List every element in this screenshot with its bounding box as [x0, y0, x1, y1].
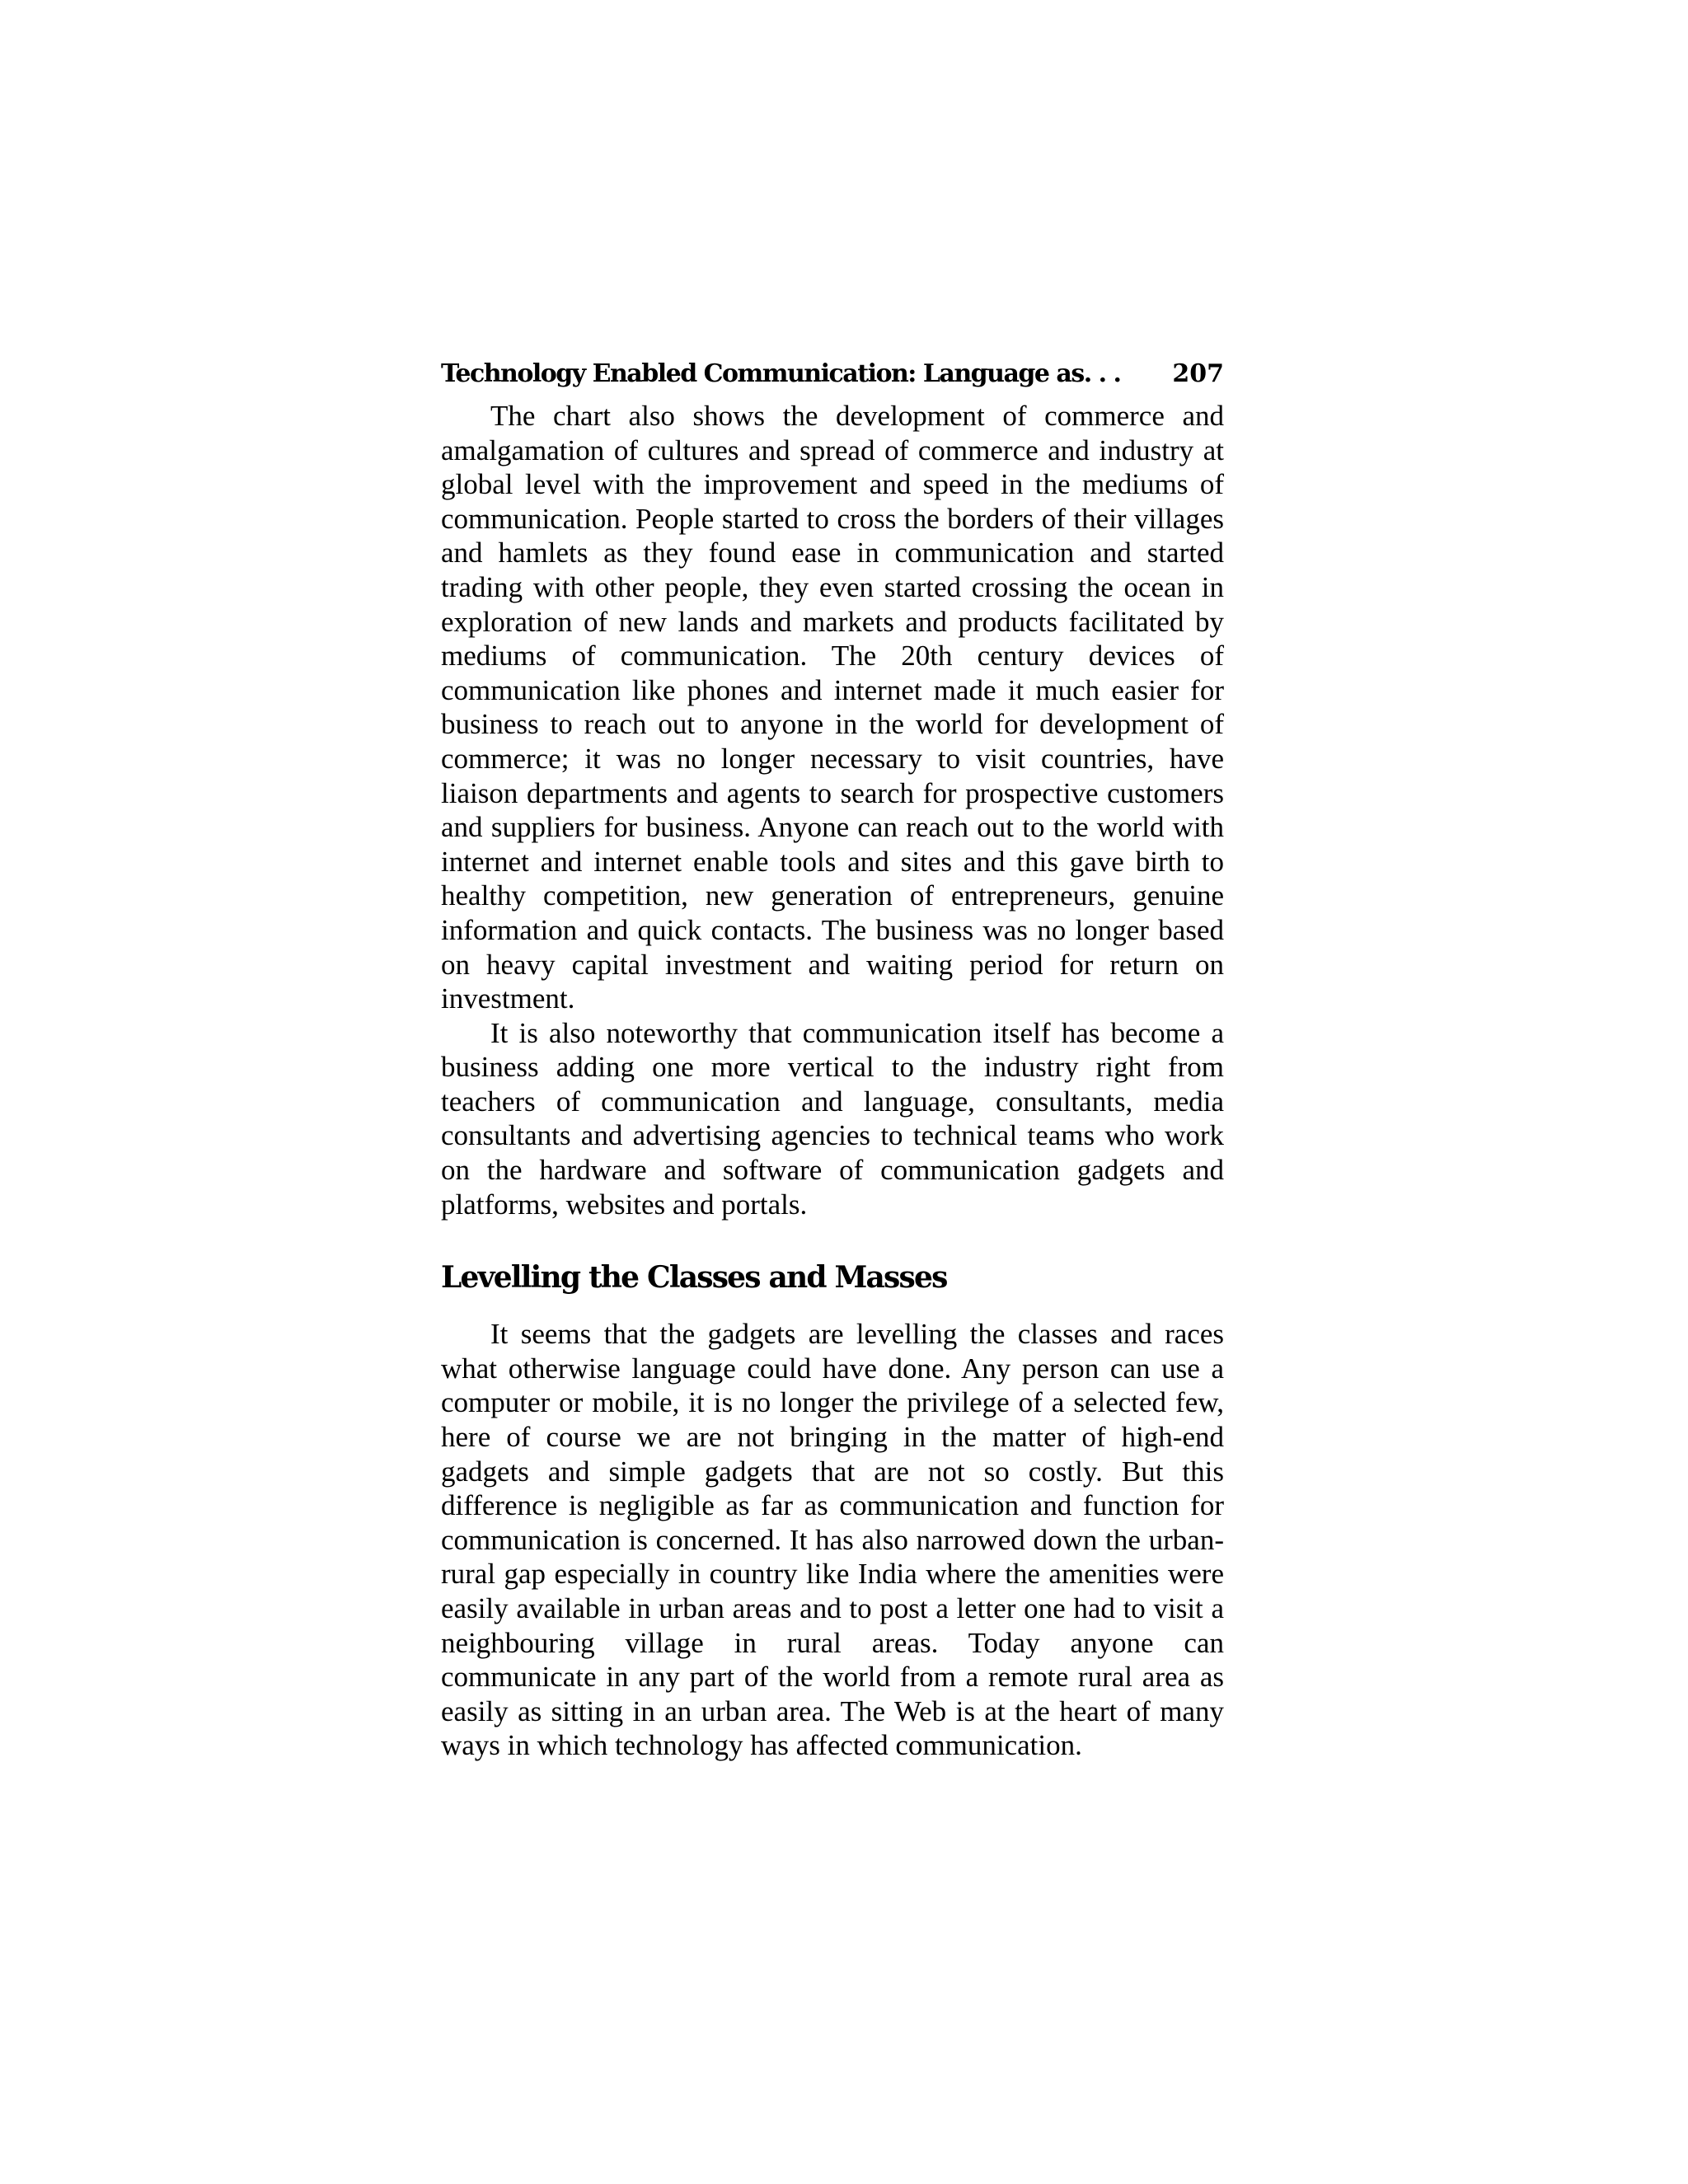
body-paragraph-1: The chart also shows the development of commerce and amalgamation of cultures and spread of commerce and industry at global level with the improvement and speed in the mediums of communication. People started to cross the borders of their villages and hamlets as they found ease in communication and started trading with other people, they even started crossing the ocean in exploration of new lands and markets and products facilitated by mediums of communication. The 20th century devices of communication like phones and internet made it much easier for business to reach out to anyone in the world for development of commerce; it was no longer necessary to visit countries, have liaison departments and agents to search for prospective customers and suppliers for business. Anyone can reach out to the world with internet and internet enable tools and sites and this gave birth to healthy competition, new generation of entrepreneurs, genuine information and quick contacts. The business was no longer based on heavy capital investment and waiting period for return on investment.	[441, 400, 1224, 1015]
body-paragraph-3: It seems that the gadgets are levelling the classes and races what otherwise language could have done. Any person can use a computer or mobile, it is no longer the privilege of a selected few, here of course we are not bringing in the matter of high-end gadgets and simple gadgets that are not so costly. But this difference is negligible as far as communication and function for communication is concerned. It has also narrowed down the urban-rural gap especially in country like India where the amenities were easily available in urban areas and to post a letter one had to visit a neighbouring village in rural areas. Today anyone can communicate in any part of the world from a remote rural area as easily as sitting in an urban area. The Web is at the heart of many ways in which technology has affected communication.	[441, 1318, 1224, 1762]
running-title: Technology Enabled Communication: Language as. . .	[441, 359, 1121, 388]
running-header	[441, 354, 1224, 396]
body-paragraph-2: It is also noteworthy that communication itself has become a business adding one more vertical to the industry right from teachers of communication and language, consultants, media consultants and advertising agencies to technical teams who work on the hardware and software of communication gadgets and platforms, websites and portals.	[441, 1016, 1224, 1221]
page-number: 207	[1172, 359, 1224, 388]
book-page	[441, 354, 1224, 1763]
section-heading: Levelling the Classes and Masses	[441, 1260, 947, 1296]
